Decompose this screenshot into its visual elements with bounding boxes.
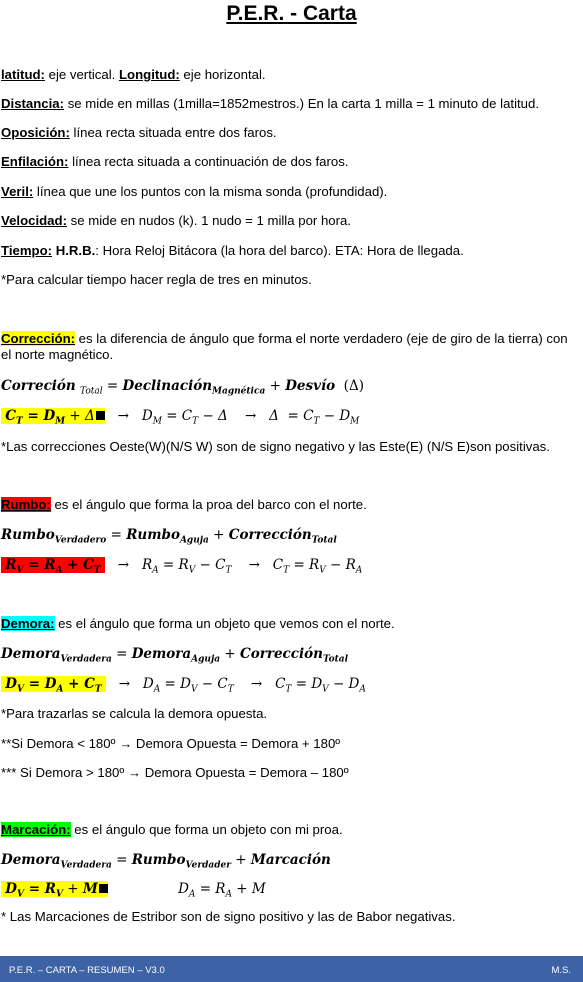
redacted-mark <box>96 411 105 420</box>
term-tiempo: Tiempo: <box>1 243 53 258</box>
def-marcacion <box>1 822 581 838</box>
formula-dv-highlight: $D_V = D_A + C_T$ <box>1 676 106 692</box>
term-marcacion: Marcación: <box>1 822 71 837</box>
text-veril: línea que une los puntos con la misma sonda (profundidad). <box>33 184 388 199</box>
note-correccion: *Las correcciones Oeste(W)(N/S W) son de signo negativo y las Este(E) (N/S E)son positivas. <box>1 439 550 454</box>
text-demora: es el ángulo que forma un objeto que vemos con el norte. <box>54 616 395 631</box>
footer-left-text: P.E.R. – CARTA – RESUMEN – V3.0 <box>9 965 165 976</box>
formula-demora: Demora$_{Verdadera}$ = Demora$_{Aguja}$ + Corrección$_{Total}$ <box>1 646 349 665</box>
text-correccion: es la diferencia de ángulo que forma el norte verdadero (eje de giro de la tierra) con el norte magnético. <box>1 331 568 362</box>
term-correccion: Corrección: <box>1 331 76 346</box>
term-oposicion: Oposición: <box>1 125 70 140</box>
formula-rv-highlight: $R_V = R_A + C_T$ <box>1 557 105 573</box>
def-demora <box>1 616 581 632</box>
text-distancia: se mide en millas (1milla=1852mestros.) En la carta 1 milla = 1 minuto de latitud. <box>64 96 539 111</box>
formula-dv-rv-highlight: $D_V = R_V + M$ <box>1 881 108 897</box>
term-latitud: latitud: <box>1 67 45 82</box>
footer-right-text: M.S. <box>551 965 571 976</box>
page-footer <box>0 956 583 982</box>
term-veril: Veril: <box>1 184 34 199</box>
formula-demora-derived: $D_V = D_A + C_T$ → $D_A = D_V - C_T$ → $C_T = D_V - D_A$ <box>1 676 581 698</box>
redacted-mark <box>99 884 108 893</box>
def-distancia <box>1 96 581 112</box>
note-marcacion: * Las Marcaciones de Estribor son de signo positivo y las de Babor negativas. <box>1 909 456 924</box>
text-rumbo: es el ángulo que forma la proa del barco con el norte. <box>50 497 367 512</box>
text-longitud: eje horizontal. <box>179 67 266 82</box>
text-oposicion: línea recta situada entre dos faros. <box>69 125 277 140</box>
def-veril <box>1 184 581 200</box>
term-velocidad: Velocidad: <box>1 213 67 228</box>
def-tiempo <box>1 243 581 259</box>
formula-ct-highlight: $C_T = D_M + \Delta$ <box>1 408 105 424</box>
formula-correccion: Correción $_{Total}$ = Declinación$_{Magnética}$ + Desvío (Δ) <box>1 378 364 397</box>
def-oposicion <box>1 125 581 141</box>
text-enfilacion: línea recta situada a continuación de dos faros. <box>68 154 349 169</box>
note-tiempo: *Para calcular tiempo hacer regla de tres en minutos. <box>1 272 312 287</box>
term-enfilacion: Enfilación: <box>1 154 69 169</box>
text-marcacion: es el ángulo que forma un objeto con mi proa. <box>70 822 343 837</box>
text-latitud: eje vertical. <box>44 67 119 82</box>
term-rumbo: Rumbo: <box>1 497 51 512</box>
formula-rumbo-derived: $R_V = R_A + C_T$ → $R_A = R_V - C_T$ → $C_T = R_V - R_A$ <box>1 557 581 579</box>
def-correccion <box>1 331 571 363</box>
note-demora-2: **Si Demora < 180º → Demora Opuesta = Demora + 180º <box>1 736 341 751</box>
page-title: P.E.R. - Carta <box>226 2 357 25</box>
text-velocidad: se mide en nudos (k). 1 nudo = 1 milla por hora. <box>66 213 352 228</box>
def-latitud-longitud <box>1 67 581 83</box>
formula-correccion-derived: $C_T = D_M + \Delta$ → $D_M = C_T - \Delta$ → $\Delta = C_T - D_M$ <box>1 408 581 430</box>
text-hrb: H.R.B. <box>52 243 96 258</box>
term-longitud: Longitud: <box>118 67 180 82</box>
note-demora-3: *** Si Demora > 180º → Demora Opuesta = Demora – 180º <box>1 765 349 780</box>
formula-marcacion: Demora$_{Verdadera}$ = Rumbo$_{Verdader}$ + Marcación <box>1 852 331 871</box>
def-enfilacion <box>1 154 581 170</box>
def-rumbo <box>1 497 581 513</box>
text-tiempo: : Hora Reloj Bitácora (la hora del barco). ETA: Hora de llegada. <box>95 243 464 258</box>
note-demora-1: *Para trazarlas se calcula la demora opuesta. <box>1 706 268 721</box>
formula-marcacion-derived: $D_V = R_V + M$ $D_A = R_A + M$ <box>1 881 581 903</box>
def-velocidad <box>1 213 581 229</box>
term-demora: Demora: <box>1 616 55 631</box>
term-distancia: Distancia: <box>1 96 65 111</box>
formula-rumbo: Rumbo$_{Verdadero}$ = Rumbo$_{Aguja}$ + Corrección$_{Total}$ <box>1 527 337 546</box>
